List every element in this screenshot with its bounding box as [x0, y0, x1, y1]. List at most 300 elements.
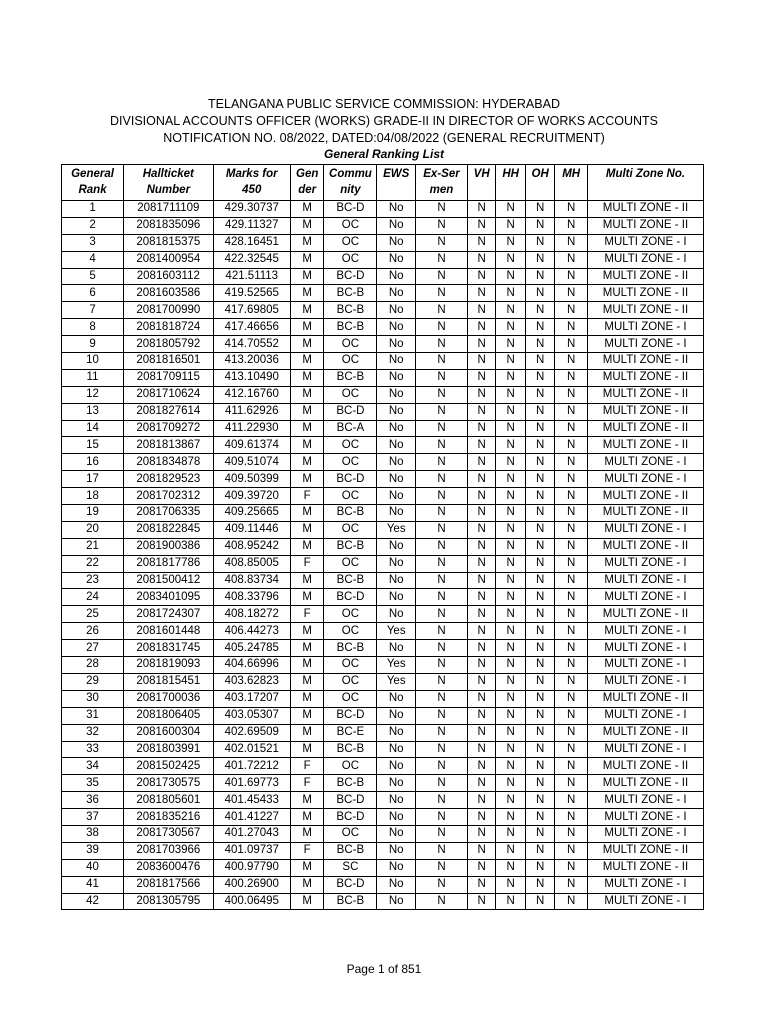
column-header-gender: [290, 165, 324, 201]
cell-vh: N: [467, 876, 495, 893]
cell-community: BC-B: [324, 369, 377, 386]
table-row: [62, 859, 704, 876]
column-header-text: VH: [473, 168, 490, 180]
cell-vh: N: [467, 707, 495, 724]
table-row: [62, 471, 704, 488]
cell-multi-zone: MULTI ZONE - II: [587, 201, 703, 218]
cell-general-rank: 15: [62, 437, 124, 454]
cell-multi-zone: MULTI ZONE - I: [587, 234, 703, 251]
cell-ews: No: [377, 758, 416, 775]
cell-marks: 429.11327: [213, 217, 290, 234]
cell-hh: N: [496, 589, 526, 606]
cell-ews: No: [377, 640, 416, 657]
cell-multi-zone: MULTI ZONE - I: [587, 825, 703, 842]
cell-ex-servicemen: N: [416, 201, 468, 218]
cell-ews: No: [377, 690, 416, 707]
cell-oh: N: [525, 809, 555, 826]
cell-community: BC-B: [324, 572, 377, 589]
cell-hallticket-number: 2081819093: [124, 657, 214, 674]
cell-general-rank: 12: [62, 386, 124, 403]
cell-community: OC: [324, 623, 377, 640]
cell-vh: N: [467, 673, 495, 690]
table-row: [62, 521, 704, 538]
cell-multi-zone: MULTI ZONE - I: [587, 471, 703, 488]
cell-ex-servicemen: N: [416, 640, 468, 657]
cell-ews: Yes: [377, 673, 416, 690]
cell-hallticket-number: 2081703966: [124, 842, 214, 859]
cell-mh: N: [555, 572, 588, 589]
cell-community: BC-B: [324, 842, 377, 859]
cell-community: SC: [324, 859, 377, 876]
cell-general-rank: 34: [62, 758, 124, 775]
cell-marks: 406.44273: [213, 623, 290, 640]
table-row: [62, 336, 704, 353]
cell-ex-servicemen: N: [416, 302, 468, 319]
cell-gender: F: [290, 842, 324, 859]
cell-vh: N: [467, 758, 495, 775]
cell-gender: M: [290, 386, 324, 403]
cell-vh: N: [467, 792, 495, 809]
cell-marks: 409.51074: [213, 454, 290, 471]
cell-community: BC-B: [324, 505, 377, 522]
cell-vh: N: [467, 285, 495, 302]
cell-gender: M: [290, 572, 324, 589]
cell-community: BC-B: [324, 741, 377, 758]
cell-hallticket-number: 2081730567: [124, 825, 214, 842]
cell-hh: N: [496, 488, 526, 505]
cell-mh: N: [555, 302, 588, 319]
column-header-text: EWS: [383, 168, 410, 180]
cell-hh: N: [496, 201, 526, 218]
table-row: [62, 606, 704, 623]
cell-multi-zone: MULTI ZONE - I: [587, 521, 703, 538]
cell-general-rank: 42: [62, 893, 124, 910]
column-header-community: [324, 165, 377, 201]
cell-ews: No: [377, 285, 416, 302]
cell-hh: N: [496, 825, 526, 842]
cell-mh: N: [555, 657, 588, 674]
cell-mh: N: [555, 690, 588, 707]
cell-vh: N: [467, 319, 495, 336]
column-header-text: Rank: [78, 184, 107, 196]
cell-ews: No: [377, 353, 416, 370]
commission-title: TELANGANA PUBLIC SERVICE COMMISSION: HYDERABAD: [208, 97, 560, 111]
cell-ex-servicemen: N: [416, 572, 468, 589]
cell-hh: N: [496, 251, 526, 268]
table-row: [62, 353, 704, 370]
cell-mh: N: [555, 521, 588, 538]
cell-vh: N: [467, 589, 495, 606]
cell-ex-servicemen: N: [416, 386, 468, 403]
cell-multi-zone: MULTI ZONE - I: [587, 623, 703, 640]
cell-oh: N: [525, 319, 555, 336]
column-header-text: Number: [146, 184, 191, 196]
cell-marks: 405.24785: [213, 640, 290, 657]
cell-general-rank: 3: [62, 234, 124, 251]
cell-mh: N: [555, 386, 588, 403]
cell-gender: M: [290, 623, 324, 640]
table-row: [62, 386, 704, 403]
cell-community: OC: [324, 555, 377, 572]
cell-ex-servicemen: N: [416, 353, 468, 370]
cell-community: OC: [324, 437, 377, 454]
cell-marks: 401.72212: [213, 758, 290, 775]
cell-ews: No: [377, 707, 416, 724]
cell-hh: N: [496, 775, 526, 792]
cell-multi-zone: MULTI ZONE - II: [587, 302, 703, 319]
cell-hallticket-number: 2081700990: [124, 302, 214, 319]
table-row: [62, 268, 704, 285]
cell-marks: 404.66996: [213, 657, 290, 674]
cell-mh: N: [555, 893, 588, 910]
cell-oh: N: [525, 572, 555, 589]
cell-ews: No: [377, 589, 416, 606]
cell-general-rank: 23: [62, 572, 124, 589]
cell-mh: N: [555, 336, 588, 353]
cell-multi-zone: MULTI ZONE - II: [587, 859, 703, 876]
cell-mh: N: [555, 201, 588, 218]
cell-gender: M: [290, 809, 324, 826]
column-header-text: MH: [562, 168, 581, 180]
cell-community: BC-D: [324, 792, 377, 809]
cell-oh: N: [525, 792, 555, 809]
cell-general-rank: 1: [62, 201, 124, 218]
table-row: [62, 572, 704, 589]
cell-general-rank: 10: [62, 353, 124, 370]
cell-vh: N: [467, 369, 495, 386]
cell-vh: N: [467, 251, 495, 268]
table-row: [62, 217, 704, 234]
cell-hh: N: [496, 623, 526, 640]
cell-vh: N: [467, 825, 495, 842]
cell-gender: M: [290, 234, 324, 251]
cell-mh: N: [555, 369, 588, 386]
cell-multi-zone: MULTI ZONE - I: [587, 640, 703, 657]
cell-general-rank: 17: [62, 471, 124, 488]
cell-general-rank: 37: [62, 809, 124, 826]
cell-vh: N: [467, 336, 495, 353]
cell-marks: 417.69805: [213, 302, 290, 319]
cell-gender: M: [290, 792, 324, 809]
cell-hallticket-number: 2081709115: [124, 369, 214, 386]
cell-vh: N: [467, 893, 495, 910]
cell-multi-zone: MULTI ZONE - II: [587, 842, 703, 859]
table-row: [62, 437, 704, 454]
cell-gender: M: [290, 707, 324, 724]
cell-marks: 400.26900: [213, 876, 290, 893]
cell-community: OC: [324, 217, 377, 234]
cell-ews: No: [377, 420, 416, 437]
cell-ews: No: [377, 792, 416, 809]
cell-general-rank: 30: [62, 690, 124, 707]
cell-hh: N: [496, 302, 526, 319]
cell-hh: N: [496, 809, 526, 826]
cell-gender: M: [290, 251, 324, 268]
cell-vh: N: [467, 437, 495, 454]
cell-hh: N: [496, 859, 526, 876]
cell-general-rank: 25: [62, 606, 124, 623]
cell-community: BC-D: [324, 201, 377, 218]
cell-general-rank: 22: [62, 555, 124, 572]
cell-vh: N: [467, 623, 495, 640]
table-row: [62, 623, 704, 640]
table-row: [62, 302, 704, 319]
cell-ex-servicemen: N: [416, 555, 468, 572]
cell-ews: No: [377, 336, 416, 353]
column-header-text: Marks for: [225, 168, 278, 180]
cell-gender: M: [290, 454, 324, 471]
cell-gender: M: [290, 201, 324, 218]
cell-hallticket-number: 2081400954: [124, 251, 214, 268]
cell-mh: N: [555, 842, 588, 859]
cell-general-rank: 28: [62, 657, 124, 674]
cell-gender: M: [290, 353, 324, 370]
cell-oh: N: [525, 285, 555, 302]
cell-marks: 421.51113: [213, 268, 290, 285]
cell-ews: No: [377, 825, 416, 842]
cell-gender: M: [290, 336, 324, 353]
cell-ex-servicemen: N: [416, 825, 468, 842]
cell-ews: No: [377, 572, 416, 589]
cell-vh: N: [467, 268, 495, 285]
cell-hallticket-number: 2081603586: [124, 285, 214, 302]
cell-hh: N: [496, 893, 526, 910]
cell-general-rank: 20: [62, 521, 124, 538]
cell-oh: N: [525, 893, 555, 910]
cell-gender: M: [290, 521, 324, 538]
cell-oh: N: [525, 505, 555, 522]
cell-ex-servicemen: N: [416, 606, 468, 623]
column-header-text: [496, 182, 525, 198]
cell-hallticket-number: 2081822845: [124, 521, 214, 538]
cell-marks: 400.06495: [213, 893, 290, 910]
cell-hallticket-number: 2081835096: [124, 217, 214, 234]
cell-community: BC-B: [324, 893, 377, 910]
cell-marks: 403.62823: [213, 673, 290, 690]
cell-oh: N: [525, 420, 555, 437]
cell-hallticket-number: 2083401095: [124, 589, 214, 606]
cell-hallticket-number: 2081805601: [124, 792, 214, 809]
cell-oh: N: [525, 521, 555, 538]
document-header: [0, 96, 768, 161]
table-row: [62, 724, 704, 741]
cell-oh: N: [525, 386, 555, 403]
cell-mh: N: [555, 538, 588, 555]
cell-ews: No: [377, 488, 416, 505]
column-header-text: Gen: [296, 168, 319, 180]
cell-general-rank: 38: [62, 825, 124, 842]
table-row: [62, 690, 704, 707]
cell-ex-servicemen: N: [416, 488, 468, 505]
cell-marks: 422.32545: [213, 251, 290, 268]
cell-vh: N: [467, 234, 495, 251]
cell-ex-servicemen: N: [416, 420, 468, 437]
cell-community: OC: [324, 353, 377, 370]
cell-vh: N: [467, 217, 495, 234]
cell-mh: N: [555, 606, 588, 623]
table-row: [62, 505, 704, 522]
cell-marks: 401.09737: [213, 842, 290, 859]
cell-mh: N: [555, 488, 588, 505]
cell-hh: N: [496, 724, 526, 741]
cell-gender: F: [290, 758, 324, 775]
cell-general-rank: 8: [62, 319, 124, 336]
column-header-text: der: [298, 184, 317, 196]
cell-marks: 411.22930: [213, 420, 290, 437]
cell-ex-servicemen: N: [416, 792, 468, 809]
cell-vh: N: [467, 724, 495, 741]
cell-hallticket-number: 2081711109: [124, 201, 214, 218]
cell-vh: N: [467, 775, 495, 792]
cell-marks: 401.41227: [213, 809, 290, 826]
notification-line: NOTIFICATION NO. 08/2022, DATED:04/08/2022 (GENERAL RECRUITMENT): [163, 131, 605, 145]
column-header-ews: [377, 165, 416, 201]
cell-ex-servicemen: N: [416, 521, 468, 538]
column-header-hh: [496, 165, 526, 201]
cell-multi-zone: MULTI ZONE - I: [587, 572, 703, 589]
cell-mh: N: [555, 454, 588, 471]
cell-oh: N: [525, 268, 555, 285]
cell-mh: N: [555, 268, 588, 285]
cell-hallticket-number: 2081601448: [124, 623, 214, 640]
cell-community: BC-D: [324, 589, 377, 606]
cell-marks: 401.69773: [213, 775, 290, 792]
cell-marks: 403.17207: [213, 690, 290, 707]
cell-community: OC: [324, 386, 377, 403]
cell-multi-zone: MULTI ZONE - I: [587, 319, 703, 336]
table-row: [62, 707, 704, 724]
cell-ews: No: [377, 555, 416, 572]
cell-gender: M: [290, 403, 324, 420]
cell-marks: 429.30737: [213, 201, 290, 218]
table-body: [62, 201, 704, 910]
cell-mh: N: [555, 809, 588, 826]
cell-ews: No: [377, 268, 416, 285]
cell-vh: N: [467, 403, 495, 420]
cell-gender: M: [290, 285, 324, 302]
cell-multi-zone: MULTI ZONE - I: [587, 336, 703, 353]
cell-ex-servicemen: N: [416, 893, 468, 910]
cell-oh: N: [525, 673, 555, 690]
cell-community: OC: [324, 825, 377, 842]
cell-oh: N: [525, 454, 555, 471]
cell-ex-servicemen: N: [416, 403, 468, 420]
cell-general-rank: 2: [62, 217, 124, 234]
cell-ews: No: [377, 859, 416, 876]
cell-vh: N: [467, 201, 495, 218]
cell-multi-zone: MULTI ZONE - II: [587, 505, 703, 522]
cell-mh: N: [555, 285, 588, 302]
table-row: [62, 640, 704, 657]
cell-mh: N: [555, 353, 588, 370]
cell-marks: 409.25665: [213, 505, 290, 522]
cell-multi-zone: MULTI ZONE - I: [587, 657, 703, 674]
cell-ex-servicemen: N: [416, 285, 468, 302]
cell-marks: 403.05307: [213, 707, 290, 724]
cell-marks: 409.39720: [213, 488, 290, 505]
cell-general-rank: 4: [62, 251, 124, 268]
cell-ex-servicemen: N: [416, 234, 468, 251]
cell-general-rank: 29: [62, 673, 124, 690]
cell-marks: 408.83734: [213, 572, 290, 589]
cell-hallticket-number: 2081829523: [124, 471, 214, 488]
cell-ex-servicemen: N: [416, 809, 468, 826]
cell-ews: No: [377, 809, 416, 826]
cell-hallticket-number: 2081805792: [124, 336, 214, 353]
cell-general-rank: 5: [62, 268, 124, 285]
table-row: [62, 842, 704, 859]
table-row: [62, 555, 704, 572]
cell-ews: No: [377, 234, 416, 251]
cell-mh: N: [555, 420, 588, 437]
cell-gender: M: [290, 319, 324, 336]
cell-ex-servicemen: N: [416, 319, 468, 336]
cell-oh: N: [525, 437, 555, 454]
cell-ews: No: [377, 302, 416, 319]
cell-multi-zone: MULTI ZONE - II: [587, 724, 703, 741]
cell-ews: No: [377, 505, 416, 522]
cell-oh: N: [525, 488, 555, 505]
cell-hh: N: [496, 876, 526, 893]
cell-vh: N: [467, 488, 495, 505]
cell-vh: N: [467, 454, 495, 471]
cell-gender: M: [290, 217, 324, 234]
cell-vh: N: [467, 640, 495, 657]
list-title: General Ranking List: [323, 147, 445, 161]
cell-community: BC-D: [324, 809, 377, 826]
cell-ex-servicemen: N: [416, 724, 468, 741]
cell-gender: M: [290, 268, 324, 285]
column-header-text: Ex-Ser: [423, 168, 460, 180]
cell-community: OC: [324, 521, 377, 538]
cell-hallticket-number: 2081603112: [124, 268, 214, 285]
cell-mh: N: [555, 505, 588, 522]
cell-hallticket-number: 2081706335: [124, 505, 214, 522]
cell-multi-zone: MULTI ZONE - I: [587, 876, 703, 893]
cell-ex-servicemen: N: [416, 217, 468, 234]
cell-ews: No: [377, 842, 416, 859]
cell-hh: N: [496, 640, 526, 657]
cell-community: BC-A: [324, 420, 377, 437]
cell-multi-zone: MULTI ZONE - II: [587, 386, 703, 403]
cell-hallticket-number: 2081831745: [124, 640, 214, 657]
cell-general-rank: 31: [62, 707, 124, 724]
cell-hh: N: [496, 234, 526, 251]
cell-vh: N: [467, 741, 495, 758]
cell-community: BC-B: [324, 285, 377, 302]
cell-hh: N: [496, 792, 526, 809]
cell-general-rank: 35: [62, 775, 124, 792]
cell-vh: N: [467, 538, 495, 555]
cell-ex-servicemen: N: [416, 471, 468, 488]
column-header-vh: [467, 165, 495, 201]
cell-hh: N: [496, 471, 526, 488]
cell-hallticket-number: 2081818724: [124, 319, 214, 336]
cell-oh: N: [525, 724, 555, 741]
cell-marks: 402.69509: [213, 724, 290, 741]
cell-mh: N: [555, 792, 588, 809]
cell-community: BC-B: [324, 302, 377, 319]
cell-gender: M: [290, 657, 324, 674]
table-row: [62, 589, 704, 606]
cell-vh: N: [467, 859, 495, 876]
cell-hh: N: [496, 842, 526, 859]
cell-ews: No: [377, 876, 416, 893]
cell-hallticket-number: 2081710624: [124, 386, 214, 403]
cell-mh: N: [555, 403, 588, 420]
cell-hh: N: [496, 673, 526, 690]
cell-oh: N: [525, 859, 555, 876]
